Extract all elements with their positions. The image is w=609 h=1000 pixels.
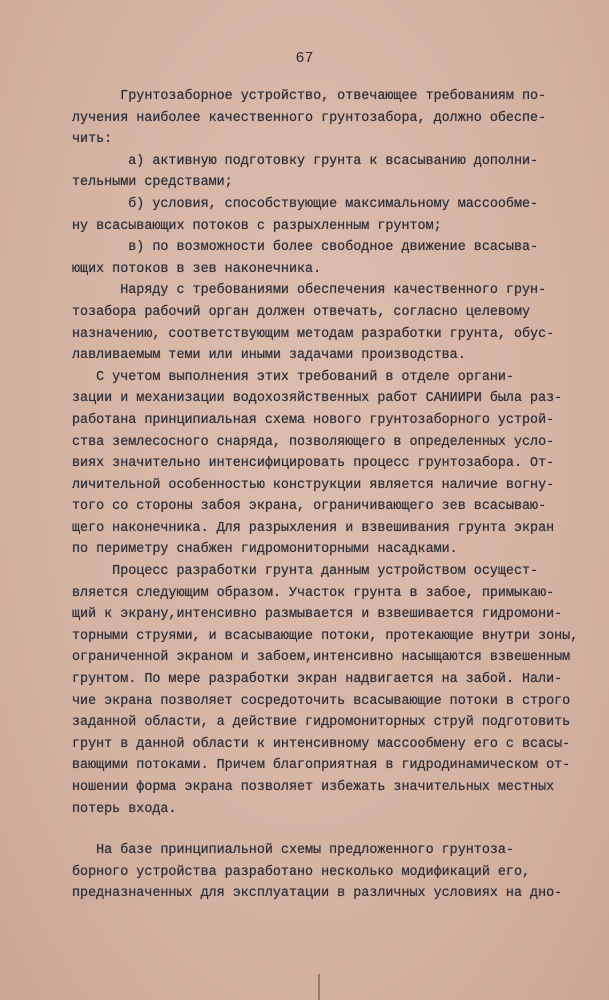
paragraph-gap <box>72 820 542 840</box>
text-line: назначению, соответствующим методам разработки грунта, обус- <box>72 326 555 342</box>
text-line: лавливаемым теми или иными задачами производства. <box>72 348 466 364</box>
text-line: щего наконечника. Для разрыхления и взвешивания грунта экран <box>72 520 555 536</box>
page-number: 67 <box>295 50 314 67</box>
text-line: заданной области, а действие гидромониторных струй подготовить <box>72 715 571 731</box>
text-line: тельными средствами; <box>72 175 233 191</box>
text-line: На базе принципиальной схемы предложенного грунтоза- <box>72 843 514 859</box>
text-line: тозабора рабочий орган должен отвечать, согласно целевому <box>72 304 531 320</box>
text-line: чие экрана позволяет сосредоточить всасывающие потоки в строго <box>72 693 571 709</box>
text-line: ющих потоков в зев наконечника. <box>72 261 322 277</box>
text-line: торными струями, и всасывающие потоки, протекающие внутри зоны, <box>72 628 579 644</box>
text-line: зации и механизации водохозяйственных работ САНИИРИ была раз- <box>72 391 563 407</box>
text-line: щий к экрану,интенсивно размывается и взвешивается гидромони- <box>72 607 563 623</box>
text-line: Грунтозаборное устройство, отвечающее требованиям по- <box>72 89 547 104</box>
text-line: того со стороны забоя экрана, ограничивающего зев всасываю- <box>72 499 547 515</box>
text-line: ношении форма экрана позволяет избежать значительных местных <box>72 780 555 795</box>
text-line: ства землесосного снаряда, позволяющего в определенных усло- <box>72 434 555 450</box>
text-line: вающими потоками. Причем благоприятная в гидродинамическом от- <box>72 758 571 774</box>
text-line: ну всасывающих потоков с разрыхленным грунтом; <box>72 218 442 234</box>
text-line: грунт в данной области к интенсивному массообмену его с всасы- <box>72 736 571 752</box>
text-line: потерь входа. <box>72 801 177 817</box>
text-line: по периметру снабжен гидромониторными насадками. <box>72 542 458 558</box>
body-text <box>72 86 579 905</box>
text-line: личительной особенностью конструкции является наличие вогну- <box>72 477 555 493</box>
text-line: предназначенных для эксплуатации в различных условиях на дно- <box>72 886 563 902</box>
text-line: Процесс разработки грунта данным устройством осущест- <box>72 564 539 580</box>
text-line: работана принципиальная схема нового грунтозаборного устрой- <box>72 412 555 428</box>
text-line: грунтом. По мере разработки экран надвигается на забой. Нали- <box>72 672 563 688</box>
text-line: Наряду с требованиями обеспечения качественного грун- <box>72 283 547 299</box>
text-line: а) активную подготовку грунта к всасыванию дополни- <box>72 153 539 169</box>
text-line: б) условия, способствующие максимальному массообме- <box>72 196 539 212</box>
text-line: чить: <box>72 132 113 148</box>
text-line: виях значительно интенсифицировать процесс грунтозабора. От- <box>72 456 555 472</box>
text-line: ограниченной экраном и забоем,интенсивно насыщаются взвешенным <box>72 650 571 666</box>
text-line: вляется следующим образом. Участок грунта в забое, примыкаю- <box>72 585 555 601</box>
text-line: лучения наиболее качественного грунтозабора, должно обеспе- <box>72 110 547 126</box>
page-crease <box>318 974 320 1000</box>
text-line: борного устройства разработано несколько модификаций его, <box>72 864 531 880</box>
text-line: в) по возможности более свободное движение всасыва- <box>72 240 539 256</box>
text-line: С учетом выполнения этих требований в отделе органи- <box>72 369 514 385</box>
